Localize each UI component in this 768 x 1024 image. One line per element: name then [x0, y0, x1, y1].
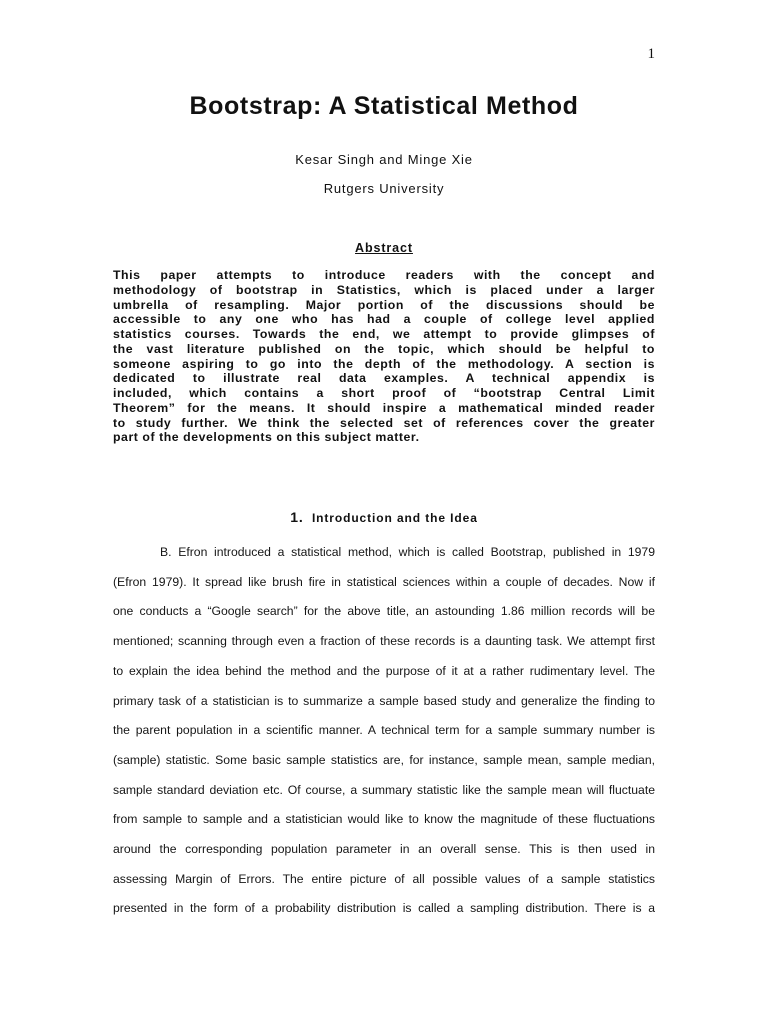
abstract-line: the vast literature published on the topic, which should be helpful to — [113, 341, 655, 356]
abstract-line: methodology of bootstrap in Statistics, which is placed under a larger — [113, 282, 655, 297]
body-line: (Efron 1979). It spread like brush fire in statistical sciences within a couple of decades. Now if — [113, 574, 655, 589]
section-title: Introduction and the Idea — [311, 511, 478, 525]
paper-title: Bootstrap: A Statistical Method — [189, 92, 579, 120]
body-line: to explain the idea behind the method and the purpose of it at a rather rudimentary level. The — [113, 663, 655, 678]
body-line: (sample) statistic. Some basic sample statistics are, for instance, sample mean, sample median, — [113, 752, 655, 767]
abstract-line: someone aspiring to go into the depth of the methodology. A section is — [113, 356, 655, 371]
body-line: around the corresponding population parameter in an overall sense. This is then used in — [113, 842, 655, 857]
abstract-body — [113, 268, 655, 445]
abstract-line: statistics courses. Towards the end, we attempt to provide glimpses of — [113, 327, 655, 341]
body-line: B. Efron introduced a statistical method, which is called Bootstrap, published in 1979 — [160, 545, 655, 559]
body-line: from sample to sample and a statistician would like to know the magnitude of these fluctuations — [113, 812, 655, 827]
abstract-line: Theorem” for the means. It should inspire a mathematical minded reader — [113, 400, 655, 415]
body-line: assessing Margin of Errors. The entire picture of all possible values of a sample statistics — [113, 871, 655, 886]
abstract-line: This paper attempts to introduce readers with the concept and — [113, 268, 655, 282]
page-number: 1 — [647, 46, 655, 62]
body-line: the parent population in a scientific manner. A technical term for a sample summary number is — [113, 723, 655, 738]
body-line: primary task of a statistician is to summarize a sample based study and generalize the finding to — [113, 693, 655, 708]
abstract-line: dedicated to illustrate real data examples. A technical appendix is — [113, 371, 655, 386]
abstract-line: accessible to any one who has had a couple of college level applied — [113, 312, 655, 327]
abstract-line: umbrella of resampling. Major portion of the discussions should be — [113, 297, 655, 312]
section-body — [113, 538, 655, 924]
section-heading — [0, 509, 768, 525]
section-number: 1. — [290, 509, 304, 525]
body-line: one conducts a “Google search” for the above title, an astounding 1.86 million records will be — [113, 604, 655, 619]
body-line: presented in the form of a probability distribution is called a sampling distribution. There is a — [113, 901, 655, 916]
paper-authors: Kesar Singh and Minge Xie — [295, 152, 473, 167]
abstract-line: to study further. We think the selected set of references cover the greater — [113, 415, 655, 430]
abstract-line: included, which contains a short proof of “bootstrap Central Limit — [113, 386, 655, 400]
abstract-line: part of the developments on this subject matter. — [113, 430, 420, 445]
paper-affiliation: Rutgers University — [323, 181, 445, 196]
body-line: sample standard deviation etc. Of course, a summary statistic like the sample mean will fluctuate — [113, 782, 655, 797]
body-line: mentioned; scanning through even a fraction of these records is a daunting task. We attempt first — [113, 634, 655, 649]
abstract-heading: Abstract — [355, 241, 413, 255]
